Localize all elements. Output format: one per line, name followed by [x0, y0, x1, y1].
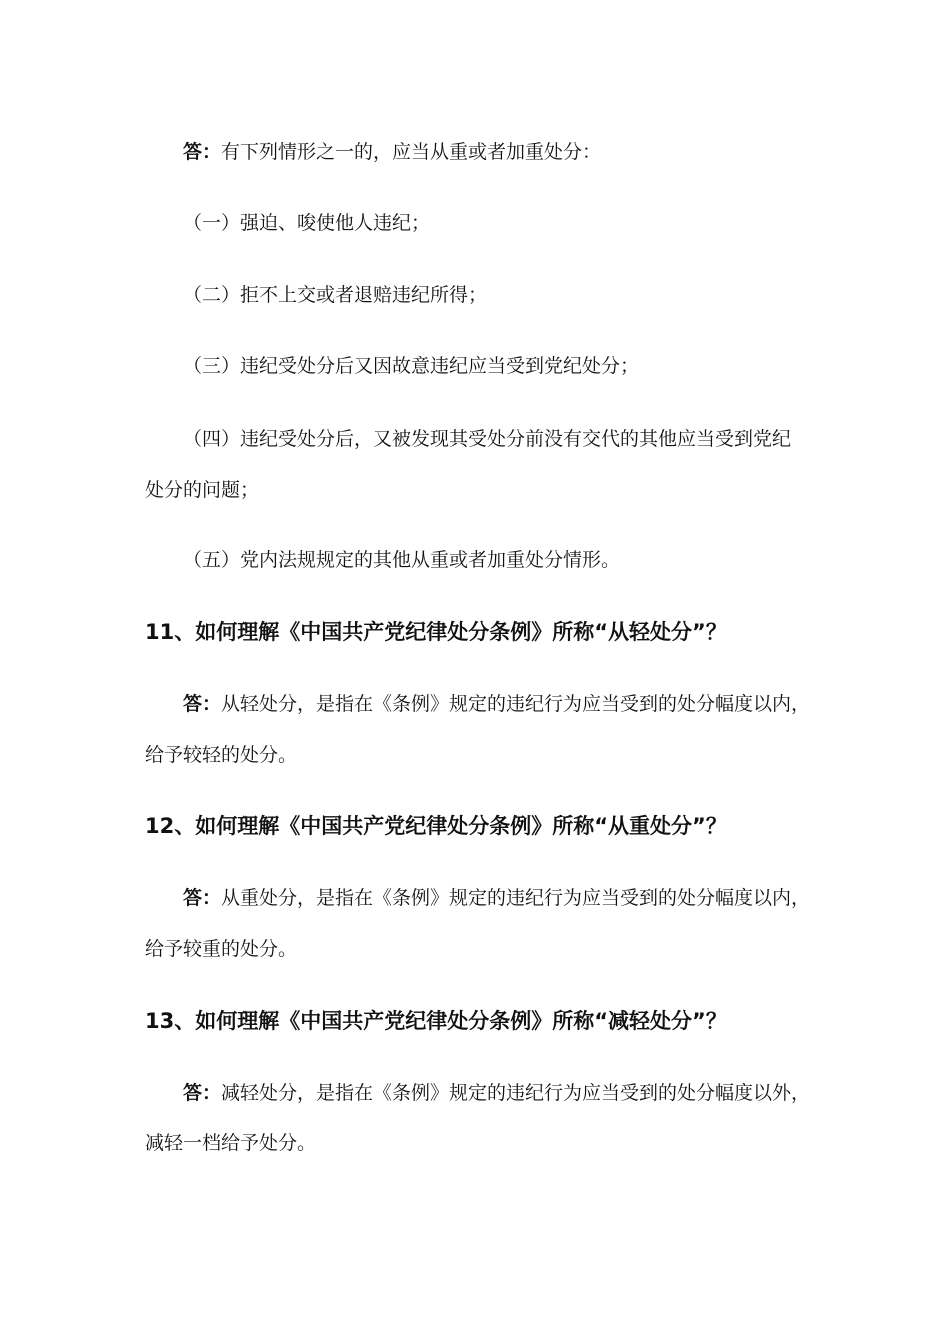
intro-text: 有下列情形之一的，应当从重或者加重处分： — [221, 141, 602, 163]
answer-13-text: 减轻处分，是指在《条例》规定的违纪行为应当受到的处分幅度以外， — [221, 1082, 811, 1104]
answer-11-line-2: 给予较轻的处分。 — [145, 744, 298, 766]
list-item-4-continuation: 处分的问题； — [145, 479, 260, 501]
question-12-heading: 12、如何理解《中国共产党纪律处分条例》所称“从重处分”？ — [145, 814, 727, 838]
question-11-heading: 11、如何理解《中国共产党纪律处分条例》所称“从轻处分”？ — [145, 620, 727, 644]
answer-12-line-1 — [183, 884, 863, 912]
answer-11-text: 从轻处分，是指在《条例》规定的违纪行为应当受到的处分幅度以内， — [221, 693, 811, 715]
list-item-2: （二）拒不上交或者退赔违纪所得； — [183, 284, 488, 306]
answer-13-line-1 — [183, 1079, 863, 1107]
answer-label: 答： — [183, 887, 222, 909]
answer-12-line-2: 给予较重的处分。 — [145, 938, 298, 960]
list-item-1: （一）强迫、唆使他人违纪； — [183, 212, 431, 234]
intro-paragraph — [183, 138, 863, 166]
list-item-5: （五）党内法规规定的其他从重或者加重处分情形。 — [183, 549, 621, 571]
answer-label: 答： — [183, 693, 222, 715]
answer-12-text: 从重处分，是指在《条例》规定的违纪行为应当受到的处分幅度以内， — [221, 887, 811, 909]
list-item-4: （四）违纪受处分后，又被发现其受处分前没有交代的其他应当受到党纪 — [183, 428, 792, 450]
answer-11-line-1 — [183, 690, 863, 718]
answer-label: 答： — [183, 141, 222, 163]
list-item-3: （三）违纪受处分后又因故意违纪应当受到党纪处分； — [183, 355, 640, 377]
answer-label: 答： — [183, 1082, 222, 1104]
answer-13-line-2: 减轻一档给予处分。 — [145, 1132, 317, 1154]
question-13-heading: 13、如何理解《中国共产党纪律处分条例》所称“减轻处分”？ — [145, 1009, 727, 1033]
